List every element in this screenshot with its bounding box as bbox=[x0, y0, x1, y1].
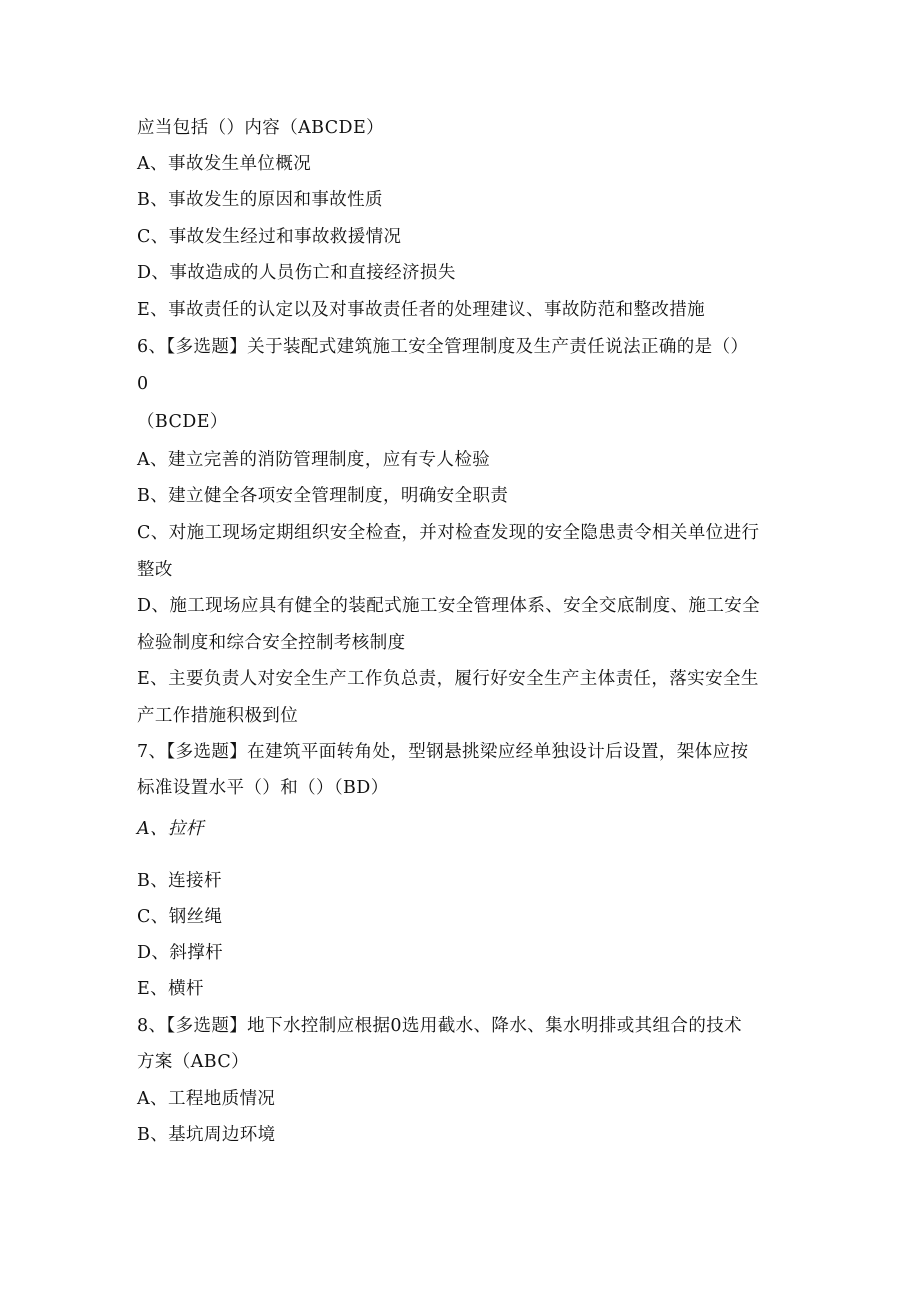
text-line: 整改 bbox=[137, 560, 173, 580]
option-line: E、事故责任的认定以及对事故责任者的处理建议、事故防范和整改措施 bbox=[137, 300, 706, 320]
text-line: 应当包括（）内容（ABCDE） bbox=[137, 118, 385, 138]
option-line: E、横杆 bbox=[137, 979, 204, 999]
option-line: D、事故造成的人员伤亡和直接经济损失 bbox=[137, 263, 456, 283]
option-line: D、斜撑杆 bbox=[137, 943, 224, 963]
option-line: C、对施工现场定期组织安全检查，并对检查发现的安全隐患责令相关单位进行 bbox=[137, 523, 760, 543]
option-line: C、钢丝绳 bbox=[137, 907, 223, 927]
text-line: 方案（ABC） bbox=[137, 1052, 250, 1072]
text-line: 0 bbox=[137, 374, 149, 394]
option-line: C、事故发生经过和事故救援情况 bbox=[137, 227, 402, 247]
question-line: 6、【多选题】关于装配式建筑施工安全管理制度及生产责任说法正确的是（） bbox=[137, 337, 749, 357]
option-line: E、主要负责人对安全生产工作负总责，履行好安全生产主体责任，落实安全生 bbox=[137, 669, 759, 689]
answer-line: （BCDE） bbox=[137, 412, 228, 432]
option-line: A、建立完善的消防管理制度，应有专人检验 bbox=[137, 450, 491, 470]
text-line: 产工作措施积极到位 bbox=[137, 706, 299, 726]
question-line: 8、【多选题】地下水控制应根据0选用截水、降水、集水明排或其组合的技术 bbox=[137, 1016, 743, 1036]
option-line: A、工程地质情况 bbox=[137, 1089, 276, 1109]
text-line: 标准设置水平（）和（）（BD） bbox=[137, 778, 389, 798]
option-line: B、建立健全各项安全管理制度，明确安全职责 bbox=[137, 486, 509, 506]
option-line: B、基坑周边环境 bbox=[137, 1125, 276, 1145]
option-line: D、施工现场应具有健全的装配式施工安全管理体系、安全交底制度、施工安全 bbox=[137, 596, 761, 616]
question-line: 7、【多选题】在建筑平面转角处，型钢悬挑梁应经单独设计后设置，架体应按 bbox=[137, 742, 749, 762]
text-line: 检验制度和综合安全控制考核制度 bbox=[137, 633, 406, 653]
option-line: A、拉杆 bbox=[137, 819, 204, 839]
option-line: B、事故发生的原因和事故性质 bbox=[137, 190, 383, 210]
option-line: A、事故发生单位概况 bbox=[137, 154, 312, 174]
option-line: B、连接杆 bbox=[137, 871, 222, 891]
